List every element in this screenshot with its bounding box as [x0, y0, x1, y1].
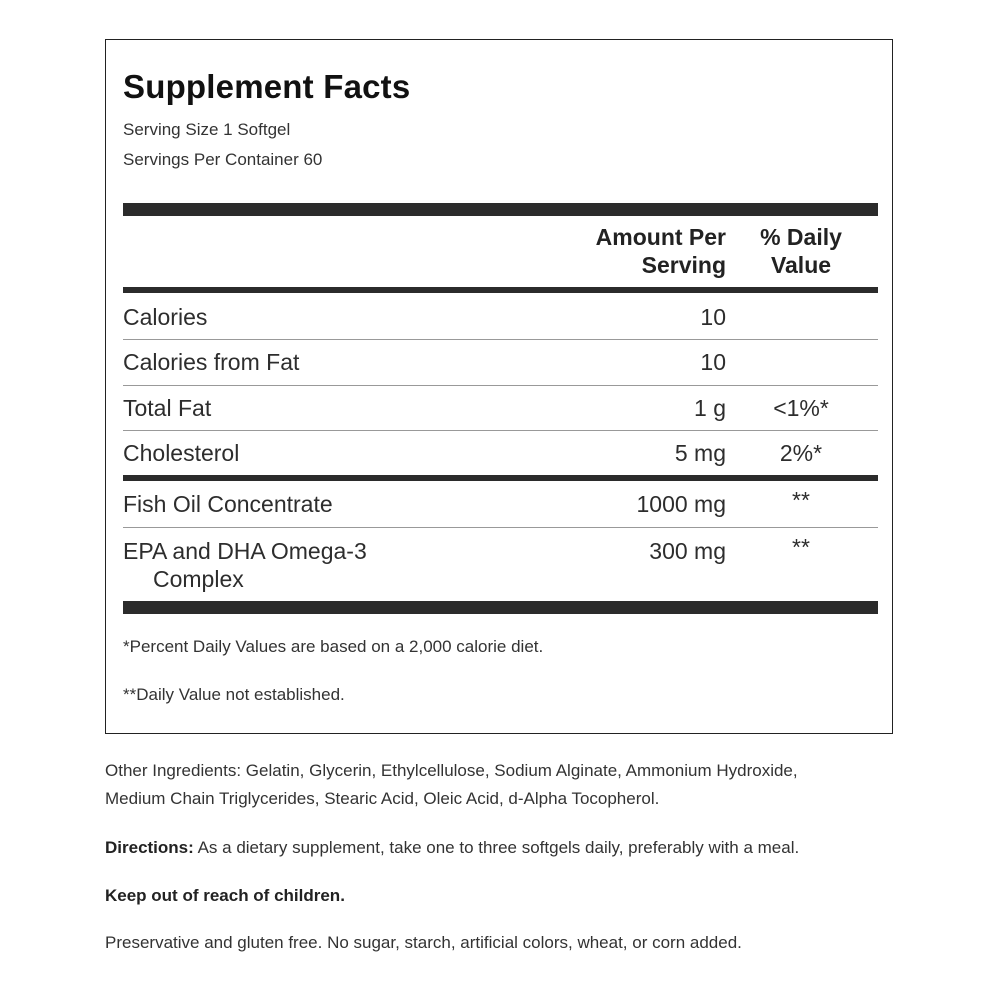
footnote-not-established: **Daily Value not established. — [123, 685, 345, 704]
nutrient-daily-value: <1%* — [773, 395, 829, 421]
warning-text: Keep out of reach of children. — [105, 886, 345, 905]
other-ingredients-line2: Medium Chain Triglycerides, Stearic Acid, Oleic Acid, d-Alpha Tocopherol. — [105, 789, 660, 808]
nutrient-daily-value: ** — [792, 534, 810, 560]
divider-thick-top — [123, 203, 878, 216]
nutrient-name: Total Fat — [123, 395, 212, 421]
column-header-amount-line1: Amount Per — [595, 224, 726, 250]
nutrient-amount: 5 mg — [674, 440, 726, 466]
nutrient-name-line1: EPA and DHA Omega-3 — [123, 538, 367, 564]
supplement-facts-panel — [105, 39, 893, 734]
nutrient-daily-value: ** — [792, 487, 810, 513]
serving-size: Serving Size 1 Softgel — [123, 120, 291, 139]
nutrient-name — [123, 537, 543, 593]
column-header-dv-line1: % Daily — [760, 224, 842, 250]
nutrient-name: Calories from Fat — [123, 349, 300, 375]
nutrient-name-line2: Complex — [153, 566, 244, 592]
free-from-statement: Preservative and gluten free. No sugar, starch, artificial colors, wheat, or corn added. — [105, 933, 742, 952]
column-header-daily-value — [726, 223, 876, 279]
divider-section — [123, 475, 878, 481]
nutrient-name: Cholesterol — [123, 440, 240, 466]
row-divider — [123, 339, 878, 340]
servings-per-container: Servings Per Container 60 — [123, 150, 323, 169]
footnote-daily-values: *Percent Daily Values are based on a 2,000 calorie diet. — [123, 637, 544, 656]
row-divider — [123, 527, 878, 528]
facts-title: Supplement Facts — [123, 68, 411, 105]
nutrient-daily-value: 2%* — [779, 440, 823, 466]
directions-label: Directions: — [105, 838, 194, 857]
divider-header — [123, 287, 878, 293]
nutrient-amount: 300 mg — [649, 538, 726, 564]
nutrient-amount: 10 — [700, 349, 726, 375]
warning — [105, 882, 895, 910]
other-ingredients-line1: Other Ingredients: Gelatin, Glycerin, Ethylcellulose, Sodium Alginate, Ammonium Hydroxide, — [105, 761, 798, 780]
column-header-amount-line2: Serving — [641, 252, 726, 278]
nutrient-amount: 1 g — [694, 395, 726, 421]
directions — [105, 834, 895, 862]
row-divider — [123, 430, 878, 431]
nutrient-name: Fish Oil Concentrate — [123, 491, 333, 517]
divider-thick-bottom — [123, 601, 878, 614]
nutrient-amount: 10 — [700, 304, 726, 330]
nutrient-name: Calories — [123, 304, 208, 330]
nutrient-amount: 1000 mg — [636, 491, 726, 517]
column-header-amount — [526, 223, 726, 279]
column-header-dv-line2: Value — [770, 252, 832, 278]
directions-text: As a dietary supplement, take one to three softgels daily, preferably with a meal. — [193, 838, 800, 857]
row-divider — [123, 385, 878, 386]
other-ingredients — [105, 757, 895, 813]
